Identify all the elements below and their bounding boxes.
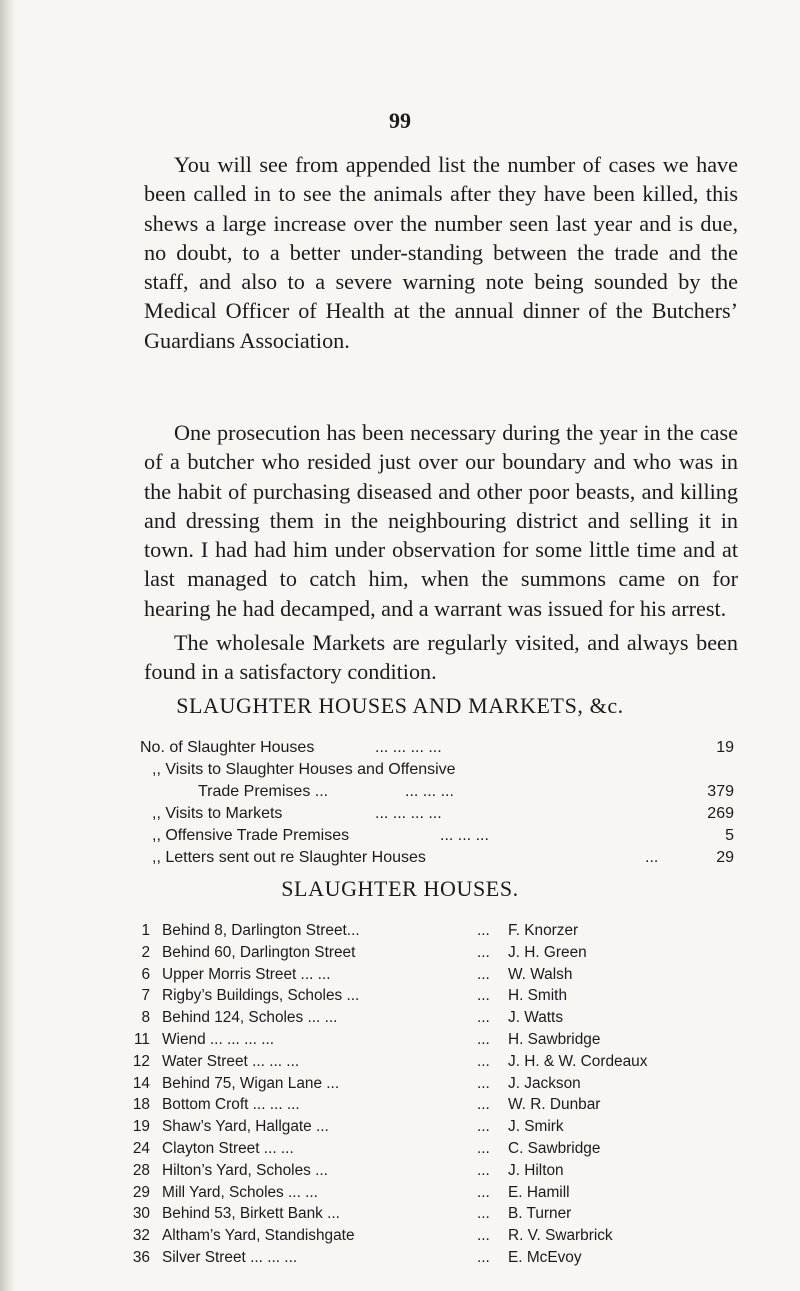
house-row — [120, 1051, 800, 1073]
house-number: 11 — [134, 1030, 150, 1048]
summary-label: ,, Visits to Slaughter Houses and Offensive — [152, 761, 456, 778]
house-location: Shaw’s Yard, Hallgate ... — [162, 1118, 329, 1136]
house-row — [120, 1203, 800, 1225]
house-location: Silver Street ... ... ... — [162, 1248, 298, 1266]
page-number: 99 — [389, 108, 411, 133]
house-row — [120, 1138, 800, 1160]
leader-dots: ... — [645, 849, 659, 866]
summary-value: 19 — [716, 739, 734, 756]
house-number: 14 — [132, 1074, 150, 1092]
paragraph-cases: You will see from appended list the number of cases we have been called in to see the animals after they have been killed, this shews a large increase over the number seen last year and is due, no doubt, to a better under-standing between the trade and the staff, and also to a severe warning note being sounded by the Medical Officer of Health at the annual dinner of the Butchers’ Guardians Association. — [144, 152, 738, 353]
leader-dots: ... — [477, 1161, 490, 1179]
house-occupier: R. V. Swarbrick — [508, 1227, 613, 1245]
house-location: Mill Yard, Scholes ... ... — [162, 1183, 318, 1201]
leader-dots: ... — [477, 1052, 490, 1070]
house-occupier: W. Walsh — [508, 965, 573, 983]
summary-table — [140, 737, 740, 869]
paragraph-markets: The wholesale Markets are regularly visited, and always been found in a satisfactory condition. — [144, 630, 738, 685]
summary-row-letters — [140, 847, 740, 869]
house-row — [120, 942, 800, 964]
house-number: 29 — [132, 1183, 150, 1201]
house-occupier: W. R. Dunbar — [508, 1096, 601, 1114]
house-row — [120, 1094, 800, 1116]
house-row — [120, 1160, 800, 1182]
leader-dots: ... — [477, 1205, 490, 1223]
house-occupier: H. Sawbridge — [508, 1030, 601, 1048]
house-location: Behind 8, Darlington Street... — [162, 922, 360, 939]
summary-row-visits-slaughter — [140, 759, 740, 781]
house-location: Bottom Croft ... ... ... — [162, 1096, 300, 1114]
summary-value: 379 — [707, 783, 734, 800]
house-number: 7 — [141, 987, 150, 1005]
house-occupier: B. Turner — [508, 1205, 572, 1223]
summary-value: 29 — [716, 849, 734, 866]
house-number: 1 — [141, 922, 150, 939]
house-number: 2 — [141, 943, 150, 961]
house-occupier: E. McEvoy — [508, 1248, 582, 1266]
house-row — [120, 1182, 800, 1204]
leader-dots: ... — [477, 1183, 490, 1201]
house-row — [120, 1225, 800, 1247]
house-number: 24 — [132, 1139, 150, 1157]
summary-label: ,, Letters sent out re Slaughter Houses — [152, 849, 426, 866]
summary-label: ,, Offensive Trade Premises — [152, 827, 350, 844]
house-row — [120, 985, 800, 1007]
leader-dots: ... — [477, 943, 490, 961]
summary-row-offensive-trade — [140, 825, 740, 847]
house-occupier: J. Watts — [508, 1009, 564, 1027]
summary-row-visits-markets — [140, 803, 740, 825]
page-binding-edge — [0, 0, 16, 1291]
house-location: Rigby’s Buildings, Scholes ... — [162, 987, 360, 1005]
leader-dots: ... ... ... — [405, 783, 454, 800]
house-location: Wiend ... ... ... ... — [162, 1030, 275, 1048]
house-occupier: F. Knorzer — [508, 922, 579, 939]
leader-dots: ... ... ... ... — [375, 805, 442, 822]
house-row — [120, 1029, 800, 1051]
house-location: Clayton Street ... ... — [162, 1139, 294, 1157]
house-location: Altham’s Yard, Standishgate — [162, 1227, 355, 1245]
house-occupier: J. Hilton — [508, 1161, 564, 1179]
house-occupier: E. Hamill — [508, 1183, 570, 1201]
leader-dots: ... ... ... — [440, 827, 489, 844]
heading-slaughter-houses: SLAUGHTER HOUSES. — [281, 876, 519, 901]
house-location: Hilton’s Yard, Scholes ... — [162, 1161, 328, 1179]
leader-dots: ... ... ... ... — [375, 739, 442, 756]
house-number: 28 — [132, 1161, 150, 1179]
leader-dots: ... — [477, 1139, 490, 1157]
house-number: 36 — [132, 1248, 150, 1266]
summary-label: Trade Premises ... — [198, 783, 329, 800]
leader-dots: ... — [477, 1118, 490, 1136]
paragraph-prosecution: One prosecution has been necessary during the year in the case of a butcher who resided just over our boundary and who was in the habit of purchasing diseased and other poor beasts, and killing and dressing them in the neighbouring district and selling it in town. I had had him under observation for some little time and at last managed to catch him, when the summons came on for hearing he had decamped, and a warrant was issued for his arrest. — [144, 420, 738, 621]
summary-label: No. of Slaughter Houses — [140, 739, 315, 756]
house-location: Behind 60, Darlington Street — [162, 943, 356, 961]
leader-dots: ... — [477, 1248, 490, 1266]
house-number: 8 — [141, 1009, 150, 1027]
summary-row-houses — [140, 737, 740, 759]
leader-dots: ... — [477, 922, 490, 939]
summary-value: 5 — [725, 827, 734, 844]
house-location: Upper Morris Street ... ... — [162, 965, 331, 983]
house-number: 30 — [132, 1205, 150, 1223]
leader-dots: ... — [477, 1227, 490, 1245]
leader-dots: ... — [477, 1030, 490, 1048]
house-row — [120, 920, 800, 942]
house-location: Behind 75, Wigan Lane ... — [162, 1074, 340, 1092]
leader-dots: ... — [477, 987, 490, 1005]
summary-label: ,, Visits to Markets — [152, 805, 283, 822]
house-row — [120, 1116, 800, 1138]
house-occupier: H. Smith — [508, 987, 568, 1005]
summary-row-trade-premises — [140, 781, 740, 803]
slaughter-houses-list — [120, 920, 800, 1269]
house-occupier: J. Jackson — [508, 1074, 581, 1092]
house-location: Behind 124, Scholes ... ... — [162, 1009, 338, 1027]
leader-dots: ... — [477, 1074, 490, 1092]
house-occupier: J. H. & W. Cordeaux — [508, 1052, 648, 1070]
house-row — [120, 1073, 800, 1095]
house-occupier: J. Smirk — [508, 1118, 564, 1136]
leader-dots: ... — [477, 1009, 490, 1027]
leader-dots: ... — [477, 1096, 490, 1114]
house-number: 6 — [141, 965, 150, 983]
house-number: 32 — [132, 1227, 150, 1245]
house-row — [120, 1247, 800, 1269]
summary-value: 269 — [707, 805, 734, 822]
house-location: Behind 53, Birkett Bank ... — [162, 1205, 340, 1223]
house-number: 18 — [132, 1096, 150, 1114]
leader-dots: ... — [477, 965, 490, 983]
house-occupier: J. H. Green — [508, 943, 587, 961]
house-location: Water Street ... ... ... — [162, 1052, 300, 1070]
house-number: 19 — [132, 1118, 150, 1136]
heading-slaughter-houses-and-markets: SLAUGHTER HOUSES AND MARKETS, &c. — [176, 693, 624, 718]
house-number: 12 — [132, 1052, 150, 1070]
house-row — [120, 1007, 800, 1029]
house-occupier: C. Sawbridge — [508, 1139, 601, 1157]
house-row — [120, 964, 800, 986]
